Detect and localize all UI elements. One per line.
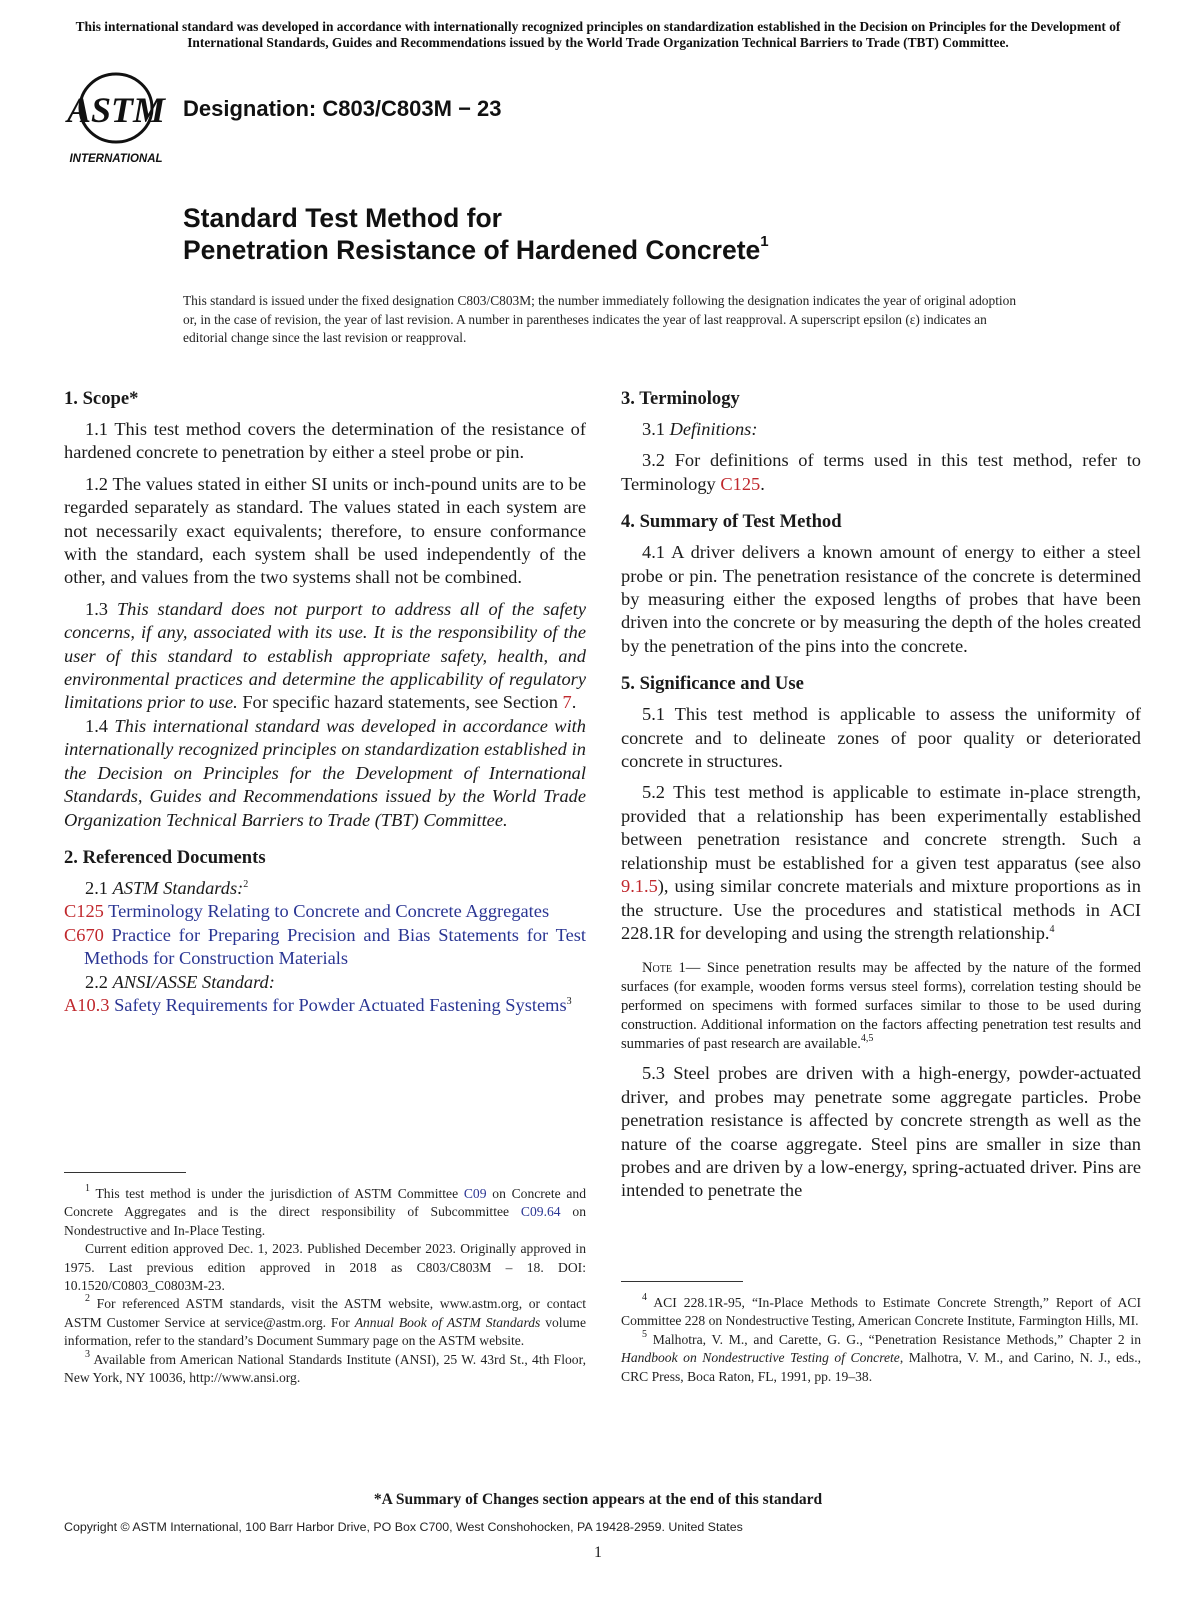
para-1-3: 1.3 This standard does not purport to address all of the safety concerns, if any, associated with its use. It is the responsibility of the user of this standard to establish appropriate safety, health, and environmental practices and determine the applicability of regulatory limitations prior to use. For specific hazard statements, see Section 7. <box>64 598 586 713</box>
designation: Designation: C803/C803M − 23 <box>183 96 502 121</box>
header-notice: This international standard was developed in accordance with internationally recognized principles on standardization established in the Decision on Principles for the Development of International Standards, Guides and Recommendations issued by the World Trade Organization Technical Barriers to Trade (TBT) Committee. <box>75 19 1121 50</box>
left-column <box>64 387 586 1017</box>
left-footnotes <box>64 1172 586 1387</box>
para-3-1 <box>621 418 1141 441</box>
ref-c125-code[interactable]: C125 <box>64 901 104 922</box>
para-3-2: 3.2 For definitions of terms used in this test method, refer to Terminology C125. <box>621 450 1141 494</box>
para-5-2 <box>621 781 1141 945</box>
terminology-c125-link[interactable]: C125 <box>720 473 761 494</box>
section-summary-heading: 4. Summary of Test Method <box>621 511 842 533</box>
right-footnotes <box>621 1281 1141 1386</box>
para-1-4-num: 1.4 <box>85 715 108 736</box>
footnote-5-text-b: , Malhotra, V. M., and Carino, N. J., eds., CRC Press, Boca Raton, FL, 1991, pp. 19–38. <box>621 1350 1141 1384</box>
footnote-4-ref[interactable]: 4 <box>1049 923 1055 935</box>
footnote-2-text-a: For referenced ASTM standards, visit the ASTM website, www.astm.org, or contact ASTM Customer Service at service@astm.org. For <box>64 1296 586 1330</box>
footnote-3-ref[interactable]: 3 <box>566 995 572 1007</box>
title-line-2-text: Penetration Resistance of Hardened Concrete <box>183 235 761 265</box>
para-3-1-label: Definitions: <box>669 419 758 439</box>
para-5-3: 5.3 Steel probes are driven with a high-energy, powder-actuated driver, and probes may penetrate some aggregate particles. Probe penetration resistance is affected by concrete strength as well as the nature of the coarse aggregate. Steel pins are smaller in size than probes and are driven by a low-energy, spring-actuated driver. Pins are intended to penetrate the <box>621 1063 1141 1201</box>
footnote-1-edition: Current edition approved Dec. 1, 2023. Published December 2023. Originally approved in 1975. Last previous edition approved in 2018 as C803/C803M – 18. DOI: 10.1520/C0803_C0803M-23. <box>64 1241 586 1294</box>
astm-logo <box>64 70 168 166</box>
para-3-1-num: 3.1 <box>642 419 665 439</box>
para-2-2-num: 2.2 <box>85 971 108 992</box>
title-footnote-ref[interactable]: 1 <box>760 233 769 250</box>
note-1-text: — Since penetration results may be affected by the nature of the formed surfaces (for example, wooden forms versus steel forms), correlation testing should be performed on specimens with formed surfaces similar to those to be used during construction. Additional information on the factors affecting penetration test results and summaries of past research are available. <box>621 960 1141 1053</box>
footnote-1-text-b: on Concrete and Concrete Aggregates and is the direct responsibility of Subcommittee <box>64 1186 587 1220</box>
para-1-4 <box>64 715 586 832</box>
note-1-label: Note 1 <box>642 960 686 977</box>
ref-c670-title[interactable]: Practice for Preparing Precision and Bias Statements for Test Methods for Construction Materials <box>84 924 586 969</box>
ref-a10-3-code[interactable]: A10.3 <box>64 994 110 1015</box>
ref-c125-title[interactable]: Terminology Relating to Concrete and Concrete Aggregates <box>108 901 550 922</box>
footnote-3-mark: 3 <box>85 1348 90 1360</box>
logo-mark: ASTM <box>66 90 166 130</box>
para-1-3-num: 1.3 <box>85 598 108 619</box>
ref-c670 <box>64 924 586 971</box>
note-1 <box>621 959 1141 1054</box>
ref-a10-3-title[interactable]: Safety Requirements for Powder Actuated Fastening Systems <box>114 994 567 1015</box>
footnote-2 <box>64 1295 586 1350</box>
ref-c125 <box>64 900 586 923</box>
section-9-1-5-link[interactable]: 9.1.5 <box>621 876 658 897</box>
summary-of-changes-note: *A Summary of Changes section appears at the end of this standard <box>373 1491 823 1508</box>
para-5-2-text-a: 5.2 This test method is applicable to estimate in-place strength, provided that a relationship has been experimentally established between penetration resistance and concrete strength. Such a relationship must be established for a given test apparatus (see also <box>621 782 1141 873</box>
para-2-1-label: ASTM Standards: <box>112 877 244 898</box>
para-5-1: 5.1 This test method is applicable to assess the uniformity of concrete and to delineate zones of poor quality or deteriorated concrete in structures. <box>621 704 1141 772</box>
footnote-4-text: ACI 228.1R-95, “In-Place Methods to Estimate Concrete Strength,” Report of ACI Committee 228 on Nondestructive Testing, American Concrete Institute, Farmington Hills, MI. <box>621 1295 1141 1329</box>
footnote-5-mark: 5 <box>642 1328 647 1340</box>
logo-text: INTERNATIONAL <box>69 153 163 165</box>
title-line-1: Standard Test Method for <box>183 203 502 233</box>
footnote-4-5-ref[interactable]: 4,5 <box>860 1033 874 1045</box>
para-2-2-label: ANSI/ASSE Standard: <box>112 971 275 992</box>
section-significance-heading: 5. Significance and Use <box>621 673 804 695</box>
para-1-3-italic: This standard does not purport to address all of the safety concerns, if any, associated with its use. It is the responsibility of the user of this standard to establish appropriate safety, health, and environmental practices and determine the applicability of regulatory limitations prior to use. <box>64 598 586 713</box>
ref-c670-code[interactable]: C670 <box>64 924 104 945</box>
footnote-3 <box>64 1348 586 1388</box>
footnote-2-ref[interactable]: 2 <box>243 878 249 890</box>
footnote-4 <box>621 1294 1141 1331</box>
section-terminology-heading: 3. Terminology <box>621 388 740 409</box>
subcommittee-c09-64-link[interactable]: C09.64 <box>520 1204 561 1220</box>
page-number: 1 <box>594 1544 602 1561</box>
section-scope-heading: 1. Scope* <box>64 388 139 409</box>
para-4-1: 4.1 A driver delivers a known amount of energy to either a steel probe or pin. The penetration resistance of the concrete is determined by measuring either the exposed lengths of probes that have been driven into the concrete or by measuring the depth of the holes created by the penetration of the pins into the concrete. <box>621 542 1141 656</box>
footnote-1-text-a: This test method is under the jurisdiction of ASTM Committee <box>95 1186 459 1201</box>
footnote-5-text-a: Malhotra, V. M., and Carette, G. G., “Penetration Resistance Methods,” Chapter 2 in <box>652 1331 1141 1347</box>
document-title <box>183 202 769 266</box>
title-line-2 <box>183 234 769 266</box>
footnote-3-text: Available from American National Standards Institute (ANSI), 25 W. 43rd St., 4th Floor, New York, NY 10036, http://www.ansi.org. <box>64 1351 586 1386</box>
footnote-5 <box>621 1328 1141 1386</box>
issued-notice: This standard is issued under the fixed designation C803/C803M; the number immediately following the designation indicates the year of original adoption or, in the case of revision, the year of last revision. A number in parentheses indicates the year of last reapproval. A superscript epsilon (ε) indicates an editorial change since the last revision or reapproval. <box>183 293 1017 346</box>
committee-c09-link[interactable]: C09 <box>463 1186 487 1201</box>
ref-a10-3 <box>64 994 586 1017</box>
para-2-2 <box>64 971 586 994</box>
section-7-link[interactable]: 7 <box>562 692 572 713</box>
para-1-3-tail: For specific hazard statements, see Section <box>242 692 558 713</box>
footnote-1 <box>64 1185 586 1240</box>
footnote-2-italic: Annual Book of ASTM Standards <box>354 1314 541 1330</box>
footnote-1-mark: 1 <box>85 1183 90 1194</box>
footnote-1-text-c: on Nondestructive and In-Place Testing. <box>64 1204 586 1238</box>
para-5-2-text-b: ), using similar concrete materials and mixture proportions as in the structure. Use the procedures and statistical methods in ACI 228.1R for developing and using the strength relationship. <box>621 876 1141 943</box>
footnote-2-text-b: volume information, refer to the standard’s Document Summary page on the ASTM website. <box>64 1314 586 1349</box>
footnote-4-mark: 4 <box>642 1292 647 1303</box>
para-3-2-text: 3.2 For definitions of terms used in this test method, refer to Terminology <box>621 450 1141 494</box>
right-column <box>621 387 1141 1203</box>
footnote-5-italic: Handbook on Nondestructive Testing of Concrete <box>621 1350 900 1366</box>
para-2-1-num: 2.1 <box>85 877 108 898</box>
para-1-4-italic: This international standard was developed in accordance with internationally recognized principles on standardization established in the Decision on Principles for the Development of International Standards, Guides and Recommendations issued by the World Trade Organization Technical Barriers to Trade (TBT) Committee. <box>64 715 586 830</box>
copyright: Copyright © ASTM International, 100 Barr Harbor Drive, PO Box C700, West Conshohocken, PA 19428-2959. United States <box>64 1520 743 1534</box>
para-2-1 <box>64 877 586 900</box>
footnote-2-mark: 2 <box>85 1293 90 1305</box>
para-1-2: 1.2 The values stated in either SI units or inch-pound units are to be regarded separately as standard. The values stated in each system are not necessarily exact equivalents; therefore, to ensure conformance with the standard, each system shall be used independently of the other, and values from the two systems shall not be combined. <box>64 473 586 588</box>
para-1-1: 1.1 This test method covers the determination of the resistance of hardened concrete to penetration by either a steel probe or pin. <box>64 419 586 463</box>
section-refdocs-heading: 2. Referenced Documents <box>64 846 266 868</box>
